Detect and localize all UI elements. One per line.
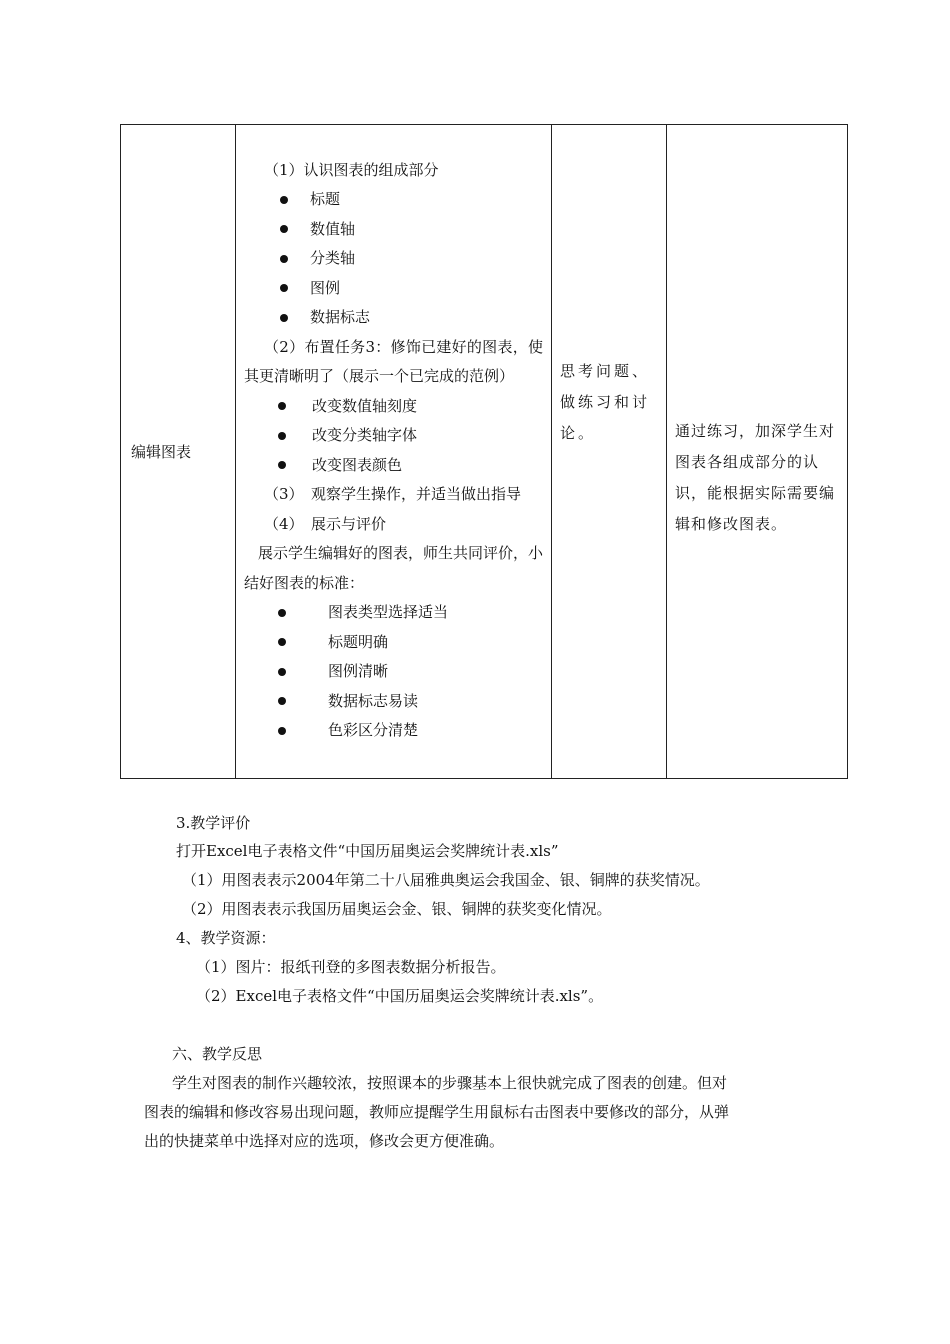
table-row [121, 125, 848, 779]
row-label: 编辑图表 [131, 443, 192, 461]
item-2: （2）布置任务3：修饰已建好的图表，使其更清晰明了（展示一个已完成的范例） [244, 337, 543, 385]
evaluation-intro: 打开Excel电子表格文件“中国历届奥运会奖牌统计表.xls” [176, 842, 559, 860]
list-item: 分类轴 [244, 244, 543, 274]
student-activity: 思考问题、做练习和讨论。 [560, 361, 651, 442]
list-item: 图例 [244, 274, 543, 304]
evaluation-heading: 3.教学评价 [176, 814, 251, 832]
list-item: 改变分类轴字体 [244, 421, 543, 451]
content-cell [236, 125, 552, 779]
item-4: （4） 展示与评价 [264, 514, 387, 533]
resource-2: （2）Excel电子表格文件“中国历届奥运会奖牌统计表.xls”。 [196, 987, 604, 1005]
lesson-table [120, 124, 848, 779]
design-intent: 通过练习，加深学生对图表各组成部分的认识，能根据实际需要编辑和修改图表。 [675, 421, 836, 533]
list-item: 图表类型选择适当 [244, 598, 543, 628]
row-label-cell [121, 125, 236, 779]
list-item: 色彩区分清楚 [244, 716, 543, 746]
bullet-icon [278, 402, 286, 410]
standard-list [244, 598, 543, 746]
list-item: 改变图表颜色 [244, 451, 543, 481]
bullet-icon [278, 609, 286, 617]
resource-1: （1）图片：报纸刊登的多图表数据分析报告。 [196, 958, 506, 976]
reflection-line-3: 出的快捷菜单中选择对应的选项，修改会更方便准确。 [144, 1132, 505, 1150]
evaluation-q2: （2）用图表表示我国历届奥运会金、银、铜牌的获奖变化情况。 [182, 900, 612, 918]
bullet-icon [278, 461, 286, 469]
resources-heading: 4、教学资源： [176, 929, 276, 947]
bullet-icon [280, 255, 288, 263]
reflection-heading: 六、教学反思 [172, 1045, 263, 1063]
bullet-icon [278, 697, 286, 705]
list-item: 标题 [244, 185, 543, 215]
list-item: 图例清晰 [244, 657, 543, 687]
list-item: 数据标志 [244, 303, 543, 333]
bullet-icon [280, 284, 288, 292]
design-intent-cell [667, 125, 848, 779]
bullet-icon [278, 727, 286, 735]
item-3: （3） 观察学生操作，并适当做出指导 [264, 485, 522, 503]
bullet-icon [278, 432, 286, 440]
bullet-icon [278, 638, 286, 646]
bullet-icon [280, 314, 288, 322]
task-list [244, 392, 543, 481]
list-item: 改变数值轴刻度 [244, 392, 543, 422]
reflection-line-1: 学生对图表的制作兴趣较浓，按照课本的步骤基本上很快就完成了图表的创建。但对 [172, 1074, 728, 1092]
component-list [244, 185, 543, 333]
list-item: 数据标志易读 [244, 687, 543, 717]
reflection-line-2: 图表的编辑和修改容易出现问题，教师应提醒学生用鼠标右击图表中要修改的部分，从弹 [144, 1103, 730, 1121]
list-item: 数值轴 [244, 215, 543, 245]
bullet-icon [278, 668, 286, 676]
list-item: 标题明确 [244, 628, 543, 658]
student-activity-cell [552, 125, 667, 779]
bullet-icon [280, 225, 288, 233]
evaluation-q1: （1）用图表表示2004年第二十八届雅典奥运会我国金、银、铜牌的获奖情况。 [182, 871, 710, 889]
item-4-desc: 展示学生编辑好的图表，师生共同评价，小结好图表的标准： [244, 544, 544, 592]
bullet-icon [280, 196, 288, 204]
item-1: （1）认识图表的组成部分 [264, 160, 439, 179]
